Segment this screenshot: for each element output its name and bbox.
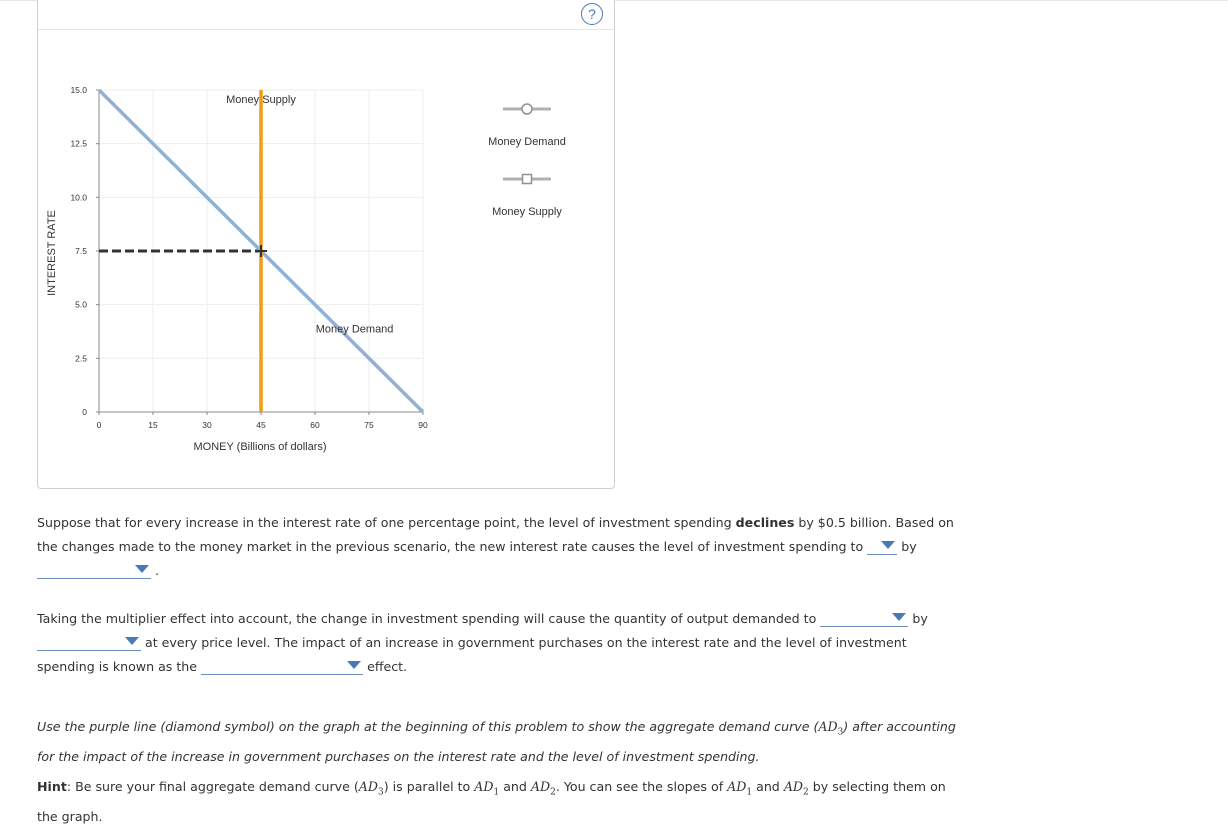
instr-text-2: ) after accounting for the impact of the increase in government purchases on the interest rate and the level of investment spending. [37, 719, 956, 764]
x-tick-label: 15 [148, 420, 158, 430]
y-axis-label: INTEREST RATE [46, 210, 58, 296]
y-tick-label: 2.5 [75, 353, 87, 364]
chevron-down-icon [135, 565, 149, 573]
instr-text-1: Use the purple line (diamond symbol) on the graph at the beginning of this problem to show the aggregate demand curve ( [37, 719, 819, 734]
hint-ad2-symbol-base: AD [530, 779, 551, 794]
legend-money-supply-label: Money Supply [492, 206, 562, 218]
y-tick-label: 10.0 [70, 192, 87, 203]
x-tick-label: 30 [202, 420, 212, 430]
hint-ad1-symbol-2-subscript: 1 [746, 787, 753, 798]
hint-and-1: and [503, 779, 527, 794]
hint-text-3: . You can see the slopes of [555, 779, 724, 794]
hint-ad1-symbol [474, 779, 500, 798]
hint-ad2-symbol-2-subscript: 2 [803, 787, 809, 798]
hint-ad2-symbol-2-base: AD [783, 779, 804, 794]
chevron-down-icon [347, 661, 361, 669]
hint-ad3-symbol [358, 779, 384, 798]
y-tick-label: 7.5 [75, 246, 87, 256]
money-supply-label: Money Supply [226, 93, 296, 106]
money-market-chart [38, 0, 614, 488]
help-button[interactable]: ? [581, 3, 603, 25]
hint-text-4: by selecting them on the graph. [37, 779, 946, 824]
question-1 [37, 511, 967, 583]
x-tick-label: 60 [310, 420, 320, 430]
hint-ad2-symbol [530, 779, 556, 798]
question-2 [37, 607, 967, 679]
ad3-symbol-subscript: 3 [837, 727, 844, 738]
q2-text-2: at every price level. The impact of an increase in government purchases on the interest rate and the level of investment spending is known as the [37, 635, 907, 674]
legend-money-supply-marker [523, 175, 532, 184]
output-direction-dropdown[interactable] [820, 609, 908, 627]
chevron-down-icon [892, 613, 906, 621]
legend-money-demand-label: Money Demand [488, 136, 566, 148]
money-demand-label: Money Demand [315, 323, 394, 336]
investment-amount-dropdown[interactable] [37, 561, 151, 579]
q1-by: by [901, 539, 917, 554]
x-axis-label: MONEY (Billions of dollars) [193, 441, 327, 453]
ad3-symbol-base: AD [818, 719, 838, 734]
q2-by: by [912, 611, 928, 626]
hint-ad2-symbol-2 [783, 779, 809, 798]
hint-and-2: and [756, 779, 780, 794]
instruction [37, 715, 967, 769]
hint-label: Hint [37, 779, 67, 794]
ad3-symbol [818, 719, 844, 738]
hint-ad3-symbol-subscript: 3 [378, 787, 384, 798]
hint-text-2: ) is parallel to [383, 779, 471, 794]
graph-panel [37, 0, 615, 489]
q1-text-2: by $0.5 billion. Based on the changes made to the money market in the previous scenario, the new interest rate causes the level of investment spending to [37, 515, 954, 554]
hint-ad2-symbol-subscript: 2 [550, 787, 556, 798]
legend-money-demand-marker [522, 104, 532, 114]
x-tick-label: 0 [96, 420, 102, 430]
x-tick-label: 45 [256, 420, 266, 430]
hint [37, 775, 967, 829]
hint-ad1-symbol-base: AD [474, 779, 494, 794]
hint-text-1: : Be sure your final aggregate demand curve ( [66, 779, 359, 794]
q1-period: . [155, 563, 160, 578]
q2-text-3: effect. [367, 659, 408, 674]
q2-text-1: Taking the multiplier effect into account, the change in investment spending will cause the quantity of output demanded to [37, 611, 817, 626]
chevron-down-icon [881, 541, 895, 549]
hint-ad1-symbol-2 [727, 779, 753, 798]
x-tick-label: 75 [364, 420, 374, 430]
hint-ad1-symbol-2-base: AD [727, 779, 747, 794]
output-amount-dropdown[interactable] [37, 633, 141, 651]
chevron-down-icon [125, 637, 139, 645]
hint-ad3-symbol-base: AD [358, 779, 378, 794]
y-tick-label: 12.5 [70, 138, 87, 149]
hint-ad1-symbol-subscript: 1 [493, 787, 500, 798]
y-tick-label: 15.0 [70, 85, 87, 95]
q1-bold-declines: declines [735, 515, 795, 530]
x-tick-label: 90 [418, 420, 428, 430]
y-tick-label: 0 [82, 407, 87, 417]
y-tick-label: 5.0 [75, 299, 87, 310]
q1-text-1: Suppose that for every increase in the interest rate of one percentage point, the level of investment spending [37, 515, 732, 530]
effect-name-dropdown[interactable] [201, 657, 363, 675]
investment-direction-dropdown[interactable] [867, 537, 897, 555]
